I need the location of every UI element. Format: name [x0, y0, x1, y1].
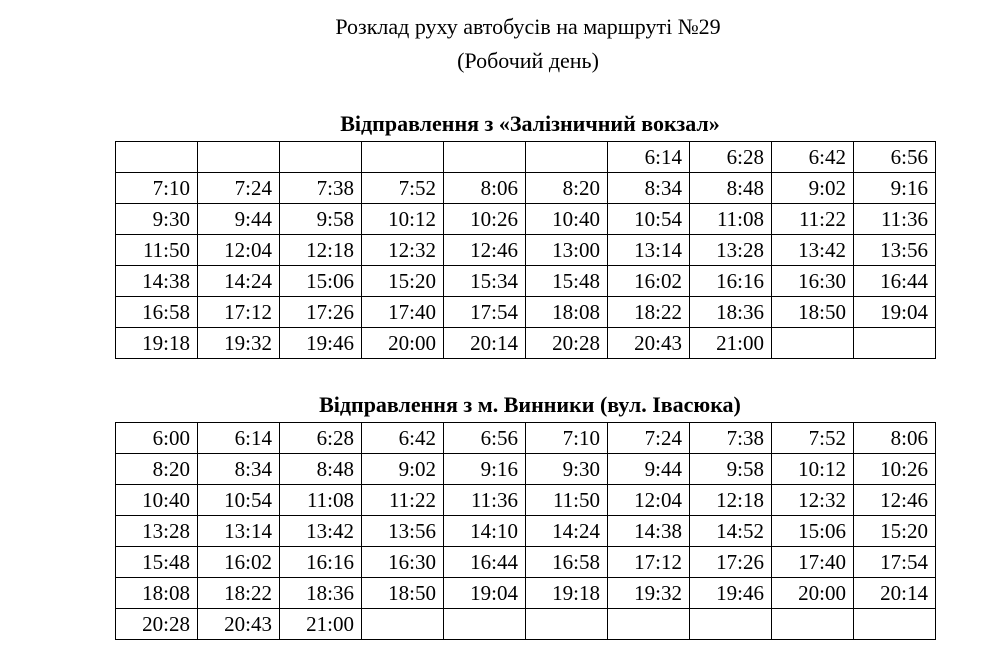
document-subtitle: (Робочий день) [457, 48, 599, 73]
departure-time-cell [608, 609, 690, 640]
departure-time-cell: 18:08 [526, 297, 608, 328]
departure-time-cell: 12:32 [772, 485, 854, 516]
table-row [116, 547, 936, 578]
departure-time-cell: 15:48 [526, 266, 608, 297]
departure-time-cell [362, 142, 444, 173]
departure-time-cell: 18:08 [116, 578, 198, 609]
departure-time-cell: 6:14 [608, 142, 690, 173]
departure-time-cell: 16:44 [444, 547, 526, 578]
departure-time-cell: 17:54 [854, 547, 936, 578]
departure-time-cell: 10:26 [444, 204, 526, 235]
table-row [116, 173, 936, 204]
departure-time-cell: 21:00 [690, 328, 772, 359]
departure-time-cell: 9:58 [690, 454, 772, 485]
departure-time-cell: 9:44 [608, 454, 690, 485]
departure-time-cell: 17:12 [608, 547, 690, 578]
departure-time-cell: 16:16 [280, 547, 362, 578]
departure-time-cell: 17:12 [198, 297, 280, 328]
departure-time-cell: 8:34 [198, 454, 280, 485]
departure-time-cell: 6:14 [198, 423, 280, 454]
departure-time-cell: 8:20 [116, 454, 198, 485]
departure-time-cell [116, 142, 198, 173]
departure-time-cell: 15:20 [362, 266, 444, 297]
departure-time-cell: 8:06 [854, 423, 936, 454]
departure-time-cell: 10:26 [854, 454, 936, 485]
departure-time-cell: 13:14 [198, 516, 280, 547]
departure-time-cell [854, 328, 936, 359]
departure-time-cell [526, 142, 608, 173]
departure-time-cell: 8:06 [444, 173, 526, 204]
departure-time-cell: 15:20 [854, 516, 936, 547]
departure-time-cell: 12:04 [198, 235, 280, 266]
departure-time-cell: 11:50 [526, 485, 608, 516]
departure-time-cell [526, 609, 608, 640]
departure-time-cell: 19:32 [608, 578, 690, 609]
table-row [116, 485, 936, 516]
departure-time-cell: 19:46 [690, 578, 772, 609]
departure-time-cell: 11:08 [280, 485, 362, 516]
schedule-table-railway-station [115, 141, 936, 359]
table-row [116, 423, 936, 454]
table-row [116, 578, 936, 609]
departure-time-cell: 18:50 [772, 297, 854, 328]
departure-time-cell [198, 142, 280, 173]
table-row [116, 609, 936, 640]
departure-time-cell: 19:18 [116, 328, 198, 359]
departure-time-cell: 16:30 [362, 547, 444, 578]
departure-time-cell: 11:50 [116, 235, 198, 266]
departure-time-cell: 11:36 [854, 204, 936, 235]
departure-time-cell: 20:28 [116, 609, 198, 640]
departure-time-cell: 6:56 [444, 423, 526, 454]
departure-time-cell: 13:42 [280, 516, 362, 547]
departure-time-cell: 16:44 [854, 266, 936, 297]
departure-time-cell [690, 609, 772, 640]
departure-time-cell: 9:44 [198, 204, 280, 235]
departure-time-cell: 12:46 [854, 485, 936, 516]
departure-time-cell [444, 142, 526, 173]
departure-time-cell: 7:38 [280, 173, 362, 204]
departure-time-cell: 9:16 [854, 173, 936, 204]
departure-time-cell: 10:40 [116, 485, 198, 516]
departure-time-cell: 16:02 [608, 266, 690, 297]
departure-time-cell: 9:30 [526, 454, 608, 485]
departure-time-cell: 10:40 [526, 204, 608, 235]
departure-time-cell: 7:52 [772, 423, 854, 454]
departure-time-cell: 14:24 [198, 266, 280, 297]
departure-time-cell: 6:00 [116, 423, 198, 454]
table-row [116, 142, 936, 173]
departure-time-cell: 7:24 [608, 423, 690, 454]
departure-time-cell: 16:30 [772, 266, 854, 297]
departure-time-cell: 9:30 [116, 204, 198, 235]
departure-time-cell: 14:38 [608, 516, 690, 547]
table-row [116, 235, 936, 266]
departure-time-cell: 6:28 [280, 423, 362, 454]
departure-time-cell [362, 609, 444, 640]
table-row [116, 204, 936, 235]
departure-time-cell: 19:32 [198, 328, 280, 359]
departure-time-cell: 14:52 [690, 516, 772, 547]
departure-time-cell: 15:06 [280, 266, 362, 297]
departure-time-cell: 7:10 [526, 423, 608, 454]
departure-time-cell: 14:10 [444, 516, 526, 547]
departure-time-cell: 9:02 [362, 454, 444, 485]
departure-time-cell: 7:38 [690, 423, 772, 454]
departure-time-cell: 10:54 [608, 204, 690, 235]
departure-time-cell: 12:04 [608, 485, 690, 516]
departure-time-cell: 20:43 [198, 609, 280, 640]
departure-time-cell: 18:36 [280, 578, 362, 609]
table-row [116, 516, 936, 547]
departure-time-cell [772, 609, 854, 640]
departure-time-cell: 17:54 [444, 297, 526, 328]
departure-time-cell: 19:18 [526, 578, 608, 609]
departure-time-cell: 6:42 [772, 142, 854, 173]
departure-time-cell: 18:22 [608, 297, 690, 328]
departure-time-cell: 13:28 [690, 235, 772, 266]
departure-time-cell: 11:22 [772, 204, 854, 235]
departure-time-cell: 7:10 [116, 173, 198, 204]
departure-time-cell: 9:02 [772, 173, 854, 204]
table-row [116, 266, 936, 297]
departure-time-cell: 10:12 [362, 204, 444, 235]
departure-time-cell: 11:08 [690, 204, 772, 235]
departure-time-cell: 20:43 [608, 328, 690, 359]
departure-time-cell: 7:52 [362, 173, 444, 204]
departure-time-cell: 17:40 [772, 547, 854, 578]
departure-time-cell: 11:22 [362, 485, 444, 516]
departure-time-cell: 18:36 [690, 297, 772, 328]
departure-time-cell: 8:34 [608, 173, 690, 204]
departure-time-cell: 20:14 [854, 578, 936, 609]
table-row [116, 297, 936, 328]
departure-time-cell: 17:26 [690, 547, 772, 578]
departure-time-cell: 7:24 [198, 173, 280, 204]
departure-time-cell: 15:06 [772, 516, 854, 547]
departure-time-cell: 9:16 [444, 454, 526, 485]
section-heading-vynnyky: Відправлення з м. Винники (вул. Івасюка) [319, 392, 741, 417]
departure-time-cell: 12:18 [280, 235, 362, 266]
departure-time-cell: 21:00 [280, 609, 362, 640]
departure-time-cell: 13:42 [772, 235, 854, 266]
departure-time-cell: 12:32 [362, 235, 444, 266]
departure-time-cell: 13:00 [526, 235, 608, 266]
departure-time-cell: 6:42 [362, 423, 444, 454]
departure-time-cell: 19:04 [444, 578, 526, 609]
departure-time-cell: 18:50 [362, 578, 444, 609]
departure-time-cell [772, 328, 854, 359]
departure-time-cell: 20:28 [526, 328, 608, 359]
departure-time-cell: 20:00 [772, 578, 854, 609]
departure-time-cell: 16:58 [116, 297, 198, 328]
departure-time-cell: 18:22 [198, 578, 280, 609]
departure-time-cell: 10:12 [772, 454, 854, 485]
departure-time-cell: 12:46 [444, 235, 526, 266]
section-heading-railway-station: Відправлення з «Залізничний вокзал» [340, 111, 720, 136]
departure-time-cell: 8:48 [280, 454, 362, 485]
departure-time-cell: 11:36 [444, 485, 526, 516]
departure-time-cell: 19:04 [854, 297, 936, 328]
departure-time-cell: 16:58 [526, 547, 608, 578]
departure-time-cell: 10:54 [198, 485, 280, 516]
departure-time-cell: 17:40 [362, 297, 444, 328]
departure-time-cell: 20:00 [362, 328, 444, 359]
departure-time-cell: 15:48 [116, 547, 198, 578]
departure-time-cell: 14:24 [526, 516, 608, 547]
departure-time-cell [280, 142, 362, 173]
departure-time-cell: 13:14 [608, 235, 690, 266]
departure-time-cell: 12:18 [690, 485, 772, 516]
departure-time-cell: 8:20 [526, 173, 608, 204]
departure-time-cell: 13:56 [362, 516, 444, 547]
table-row [116, 454, 936, 485]
departure-time-cell: 8:48 [690, 173, 772, 204]
document-title: Розклад руху автобусів на маршруті №29 [335, 14, 721, 39]
departure-time-cell: 6:56 [854, 142, 936, 173]
departure-time-cell: 16:02 [198, 547, 280, 578]
departure-time-cell [854, 609, 936, 640]
departure-time-cell: 13:56 [854, 235, 936, 266]
departure-time-cell: 13:28 [116, 516, 198, 547]
departure-time-cell: 19:46 [280, 328, 362, 359]
departure-time-cell: 16:16 [690, 266, 772, 297]
table-row [116, 328, 936, 359]
departure-time-cell: 17:26 [280, 297, 362, 328]
departure-time-cell: 9:58 [280, 204, 362, 235]
departure-time-cell: 20:14 [444, 328, 526, 359]
departure-time-cell: 14:38 [116, 266, 198, 297]
departure-time-cell: 15:34 [444, 266, 526, 297]
schedule-table-vynnyky [115, 422, 936, 640]
departure-time-cell [444, 609, 526, 640]
departure-time-cell: 6:28 [690, 142, 772, 173]
